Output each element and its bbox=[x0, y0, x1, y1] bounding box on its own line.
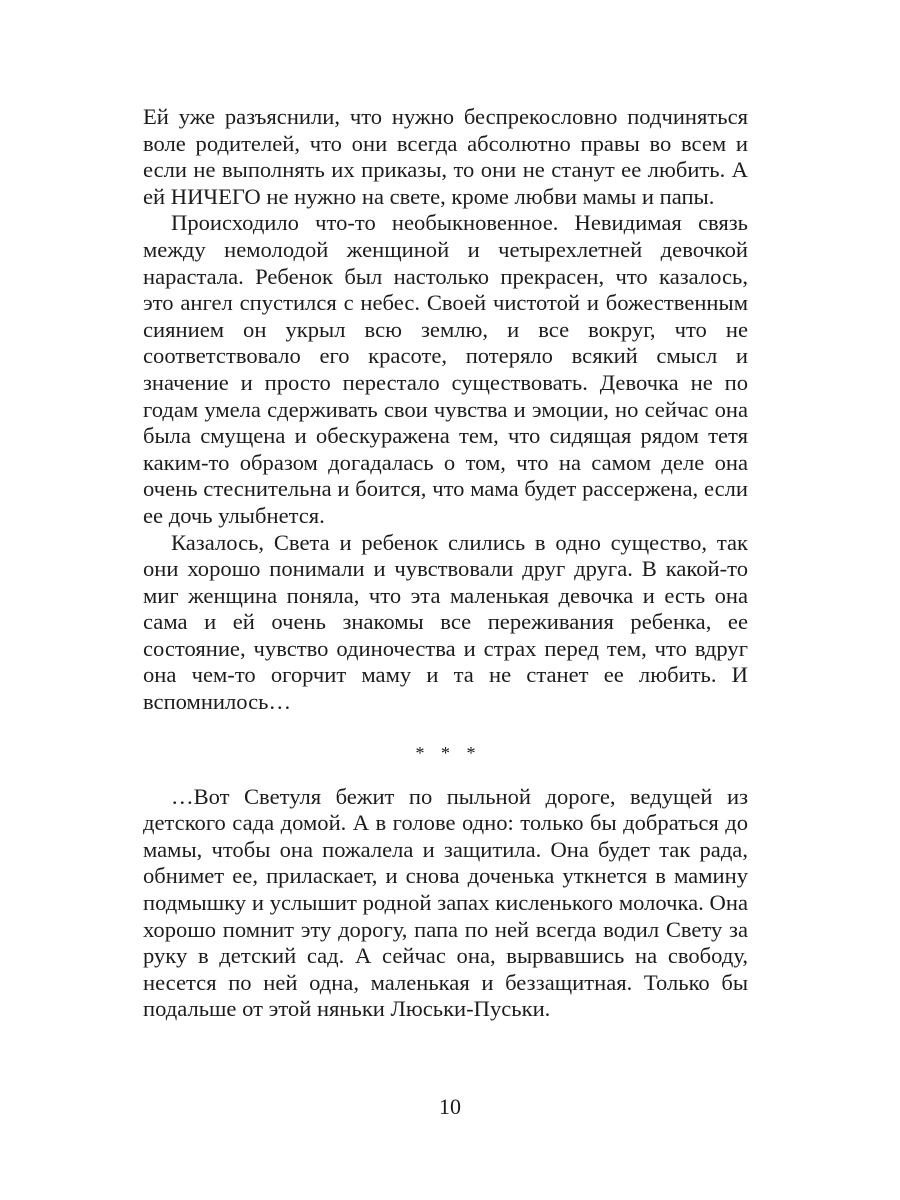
page-number: 10 bbox=[439, 1094, 461, 1119]
paragraph-1: Ей уже разъяснили, что нужно беспрекословно подчиняться воле родителей, что они всегда абсолютно правы во всем и если не выполнять их приказы, то они не станут ее любить. А ей НИЧЕГО не нужно на свете, кроме любви мамы и папы. bbox=[143, 104, 748, 209]
paragraph-3: Казалось, Света и ребенок слились в одно существо, так они хорошо понимали и чувствовали друг друга. В какой-то миг женщина поняла, что эта маленькая девочка и есть она сама и ей очень знакомы все переживания ребенка, ее состояние, чувство одиночества и страх перед тем, что вдруг она чем-то огорчит маму и та не станет ее любить. И вспомнилось… bbox=[143, 529, 748, 715]
paragraph-4: …Вот Светуля бежит по пыльной дороге, ведущей из детского сада домой. А в голове одно: только бы добраться до мамы, чтобы она пожалела и защитила. Она будет так рада, обнимет ее, приласкает, и снова доченька уткнется в мамину подмышку и услышит родной запах кисленького молочка. Она хорошо помнит эту дорогу, папа по ней всегда водил Свету за руку в детский сад. А сейчас она, вырвавшись на свободу, несется по ней одна, маленькая и беззащитная. Только бы подальше от этой няньки Люськи-Пуськи. bbox=[143, 783, 748, 1022]
section-separator: * * * bbox=[415, 742, 482, 763]
paragraph-2: Происходило что-то необыкновенное. Невидимая связь между немолодой женщиной и четырехлетней девочкой нарастала. Ребенок был настолько прекрасен, что казалось, это ангел спустился с небес. Своей чистотой и божественным сиянием он укрыл всю землю, и все вокруг, что не соответствовало его красоте, потеряло всякий смысл и значение и просто перестало существовать. Девочка не по годам умела сдерживать свои чувства и эмоции, но сейчас она была смущена и обескуражена тем, что сидящая рядом тетя каким-то образом догадалась о том, что на самом деле она очень стеснительна и боится, что мама будет рассержена, если ее дочь улыбнется. bbox=[143, 210, 748, 528]
body-text bbox=[143, 104, 748, 1023]
